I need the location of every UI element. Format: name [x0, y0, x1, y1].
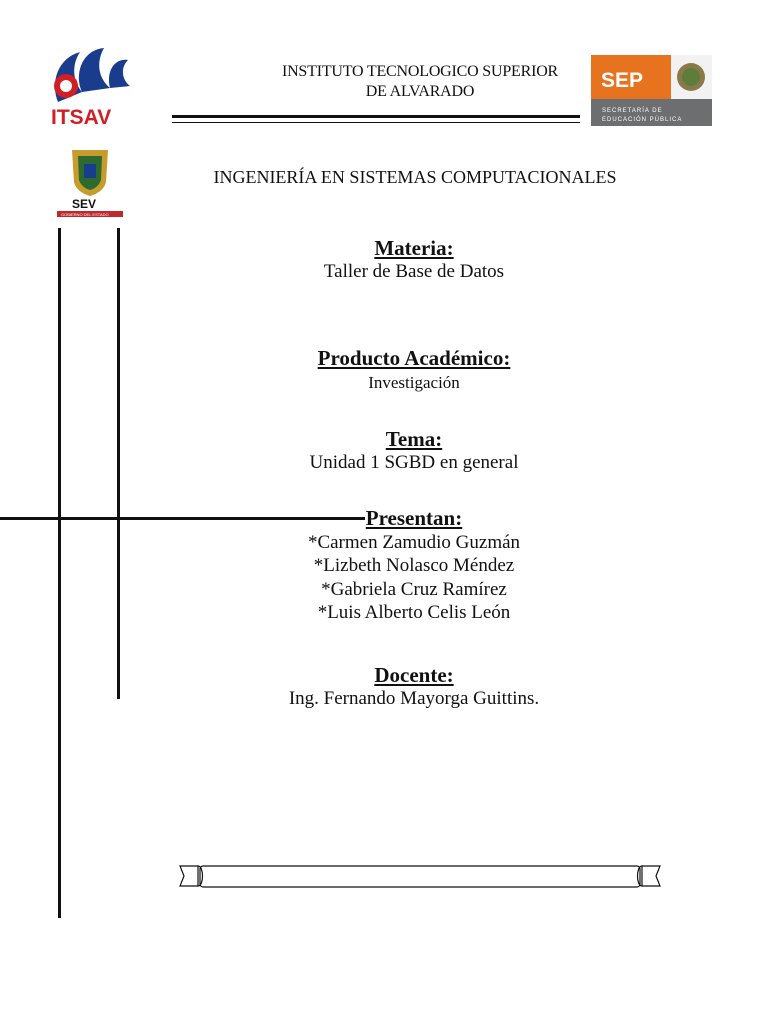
- materia-value: Taller de Base de Datos: [323, 261, 505, 282]
- sep-logo-graphic: [591, 55, 712, 126]
- institute-name-line1: INSTITUTO TECNOLOGICO SUPERIOR: [281, 63, 559, 80]
- sep-logo-text: SEP: [601, 69, 644, 92]
- sev-logo: [57, 146, 123, 218]
- tema-value: Unidad 1 SGBD en general: [309, 452, 519, 473]
- decorative-vertical-line-right: [117, 228, 120, 699]
- producto-section: [214, 346, 614, 393]
- sep-logo: [591, 55, 712, 126]
- docente-value: Ing. Fernando Mayorga Guittins.: [288, 688, 540, 709]
- header-rule-thin: [172, 122, 580, 123]
- tema-label: Tema:: [385, 427, 443, 451]
- sep-logo-subtitle-2: EDUCACIÓN PÚBLICA: [602, 117, 683, 123]
- sep-logo-subtitle-1: SECRETARÍA DE: [602, 108, 663, 114]
- producto-value: Investigación: [368, 373, 460, 392]
- sev-logo-text: SEV: [72, 197, 97, 211]
- presentan-name-2: *Lizbeth Nolasco Méndez: [313, 555, 515, 576]
- producto-label: Producto Académico:: [317, 346, 511, 370]
- sev-logo-graphic: [57, 146, 123, 218]
- sev-logo-subtitle: GOBIERNO DEL ESTADO: [61, 212, 109, 217]
- itsav-logo-graphic: [48, 44, 132, 128]
- itsav-logo-text: ITSAV: [51, 106, 112, 128]
- scroll-ornament: [178, 858, 662, 890]
- docente-label: Docente:: [374, 663, 454, 687]
- presentan-name-3: *Gabriela Cruz Ramírez: [321, 578, 507, 600]
- presentan-name-1: *Carmen Zamudio Guzmán: [307, 531, 521, 553]
- presentan-section: [214, 507, 614, 625]
- institute-name-line2: DE ALVARADO: [365, 83, 475, 100]
- header-rule-thick: [172, 115, 580, 118]
- career-title: INGENIERÍA EN SISTEMAS COMPUTACIONALES: [213, 167, 617, 187]
- institute-name: [190, 62, 650, 102]
- decorative-scroll: [178, 858, 662, 890]
- itsav-logo: [48, 44, 132, 128]
- materia-label: Materia:: [374, 236, 454, 260]
- materia-section: [214, 236, 614, 283]
- presentan-label: Presentan:: [365, 506, 463, 530]
- docente-section: [164, 663, 664, 710]
- presentan-name-4: *Luis Alberto Celis León: [317, 602, 511, 623]
- tema-section: [214, 427, 614, 474]
- decorative-vertical-line-left: [58, 228, 61, 918]
